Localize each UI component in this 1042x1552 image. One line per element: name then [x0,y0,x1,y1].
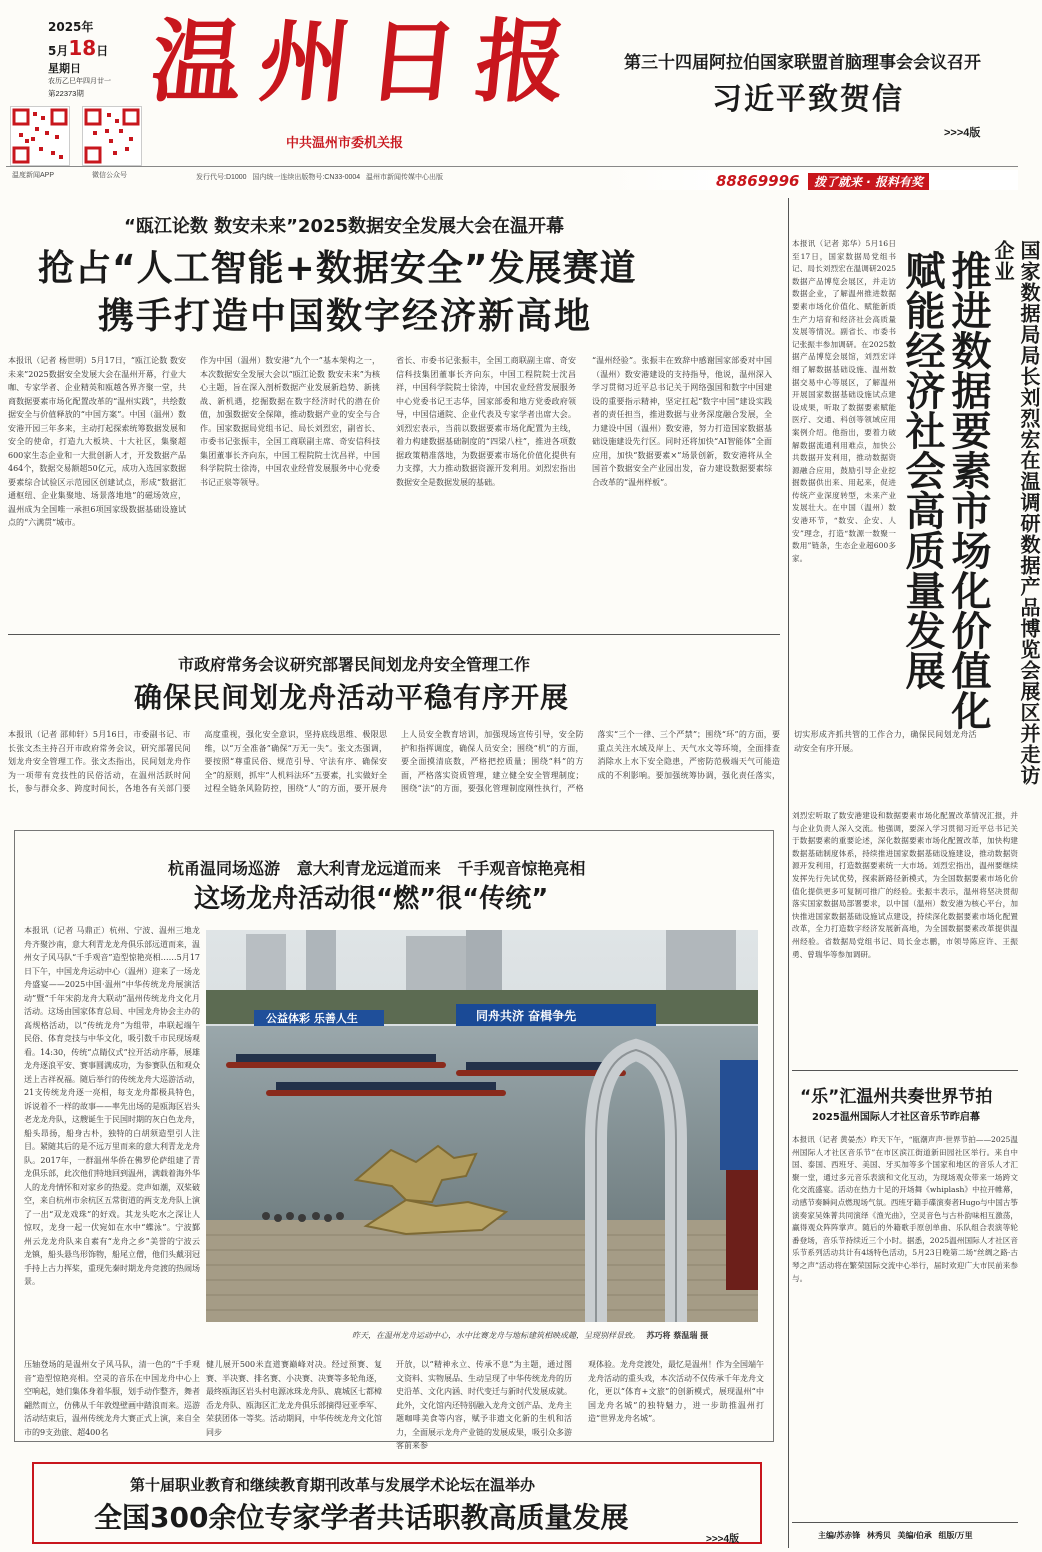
rule-sidebar-music [792,1070,1018,1071]
dragon-bottom-col-2: 健儿展开500米直道赛巅峰对决。经过预赛、复赛、半决赛、排名赛、小决赛、决赛等多轮角逐，最终瓯海区岩头村电源冰珠龙舟队、鹿城区七都樟岙龙舟队、瓯海区汇龙龙舟俱乐部摘得冠亚季军、荣获团体一等奖。活动期间，中华传统龙舟文化馆同步 [206,1360,382,1437]
photo-credit: 苏巧将 蔡温瑞 摄 [646,1330,709,1340]
photo-illustration [206,930,758,1322]
dragon-headline[interactable]: 这场龙舟活动很“燃”很“传统” [194,884,549,914]
sponsor-line: 中共温州市委机关报 [286,136,404,151]
vocational-headline[interactable]: 全国300余位专家学者共话职教高质量发展 [94,1501,629,1534]
top-story-page[interactable]: >>>4版 [944,127,981,139]
qr-code-app [10,106,70,166]
sidebar-headline-2[interactable]: 赋能经济社会高质量发展 [899,250,945,690]
music-headline[interactable]: “乐”汇温州共奏世界节拍 [800,1087,993,1107]
dragon-left-text: 本报讯（记者 马鼎正）杭州、宁波、温州三地龙舟齐聚沙南，意大利青龙龙舟俱乐部远道而来，温州女子风马队“千手观音”造型惊艳亮相……5月17日下午，中国龙舟运动中心（温州）迎来了一场龙舟盛宴——2025中国·温州“中华传统龙舟展演活动”暨“千年宋韵龙舟大联动”温州传统龙舟文化月活动。这场由国家体育总局、中国龙舟协会主办的高规格活动，以“传统龙舟”为组带，串联起端午民俗、体育竞技与中华文化，吸引数千市民现场观看。14:30，传统“点睛仪式”拉开活动序幕，展雄龙舟逐浪平安、赛事圆满成功，为参赛队伍和观众送上吉祥祝福。随后举行的传统龙舟大巡游活动，21支传统龙舟逐一亮相，每支龙舟都极具特色，诉说着不一样的故事——率先出场的是瓯海区岩头老龙龙舟队，这艘诞生于民国时期的灰白色龙舟，船头昂扬，船身古朴，独特的白胡须造型引人注目。紧随其后的是不远万里而来的意大利青龙龙舟队。2017年，一群温州华侨在佛罗伦萨组建了青龙俱乐部，此次他们特地回到温州，满载着海外华人的龙舟情怀和对家乡的热爱。竞声如潮，双桨破空，来自杭州市余杭区五常街道的两支龙舟队上演了一出“双龙戏珠”的好戏。其龙头吃水之深让人惊叹，龙身一起一伏宛如在水中“蝶泳”。宁波鄞州云龙龙舟队来自素有“龙舟之乡”美誉的宁波云龙镇，船头悬鸟形饰物，船尾立僧，他们头戴羽冠手持上古力挥桨，重现先秦时期龙舟竞渡的热闹场景。 [24,926,200,1286]
longboat-headline[interactable]: 确保民间划龙舟活动平稳有序开展 [134,681,570,714]
hotline-slogan: 拨了就来 · 报料有奖 [808,173,929,190]
date-lunar: 农历乙巳年四月廿一 [48,78,111,85]
issue-number: 第22373期 [48,89,84,98]
masthead [0,0,1024,190]
dragon-kicker: 杭甬温同场巡游 意大利青龙远道而来 千手观音惊艳亮相 [168,859,586,878]
dragon-boat-photo [206,930,758,1322]
photo-banner-1: 公益体彩 乐善人生 [266,1012,358,1025]
lead-column-4: “温州经验”。张振丰在致辞中感谢国家部委对中国（温州）数安港建设的支持指导，他说，温州深入学习贯彻习近平总书记关于网络强国和数字中国建设的重要指示精神，坚定扛起“数字中国”建设实践者的责任担当，推进数据与业务深度融合发展，全力建设中国（温州）数安港，努力打造国家数据基础设施建设先行区。同时还将加快“AI智能体”全面应用，加快“数据要素×”场景创新，数安港将从全国首个数据安全产业园出发，奋力建设数据要素综合改革的“温州样板”。 [592,356,772,487]
top-story-line1[interactable]: 第三十四届阿拉伯国家联盟首脑理事会会议召开 [624,53,981,73]
date-day: 18 [68,36,97,60]
vocational-kicker: 第十届职业教育和继续教育期刊改革与发展学术论坛在温举办 [130,1476,536,1494]
dragon-bottom-col-4: 观体验。龙舟竞渡处，最忆是温州！作为全国端午龙舟活动的重头戏，本次活动不仅传承千年龙舟文化，更以“体育+文旅”的创新模式，展现温州“中国龙舟名城”的独特魅力，进一步助推温州打造“世界龙舟名城”。 [588,1360,764,1423]
photo-caption-text: 昨天，在温州龙舟运动中心，水中比赛龙舟与地标建筑相映成趣，呈现别样景致。 [352,1331,640,1340]
sidebar-lower-text: 刘烈宏听取了数安港建设和数据要素市场化配置改革情况汇报，并与企业负责人深入交流。他强调，要深入学习贯彻习近平总书记关于数据要素的重要论述，深化数据要素市场化配置改革，加快构建数据基础制度体系，持续推进国家数据基础设施建设，推动数据资源开发利用，打造数据要素统一大市场。刘烈宏指出，温州要继续发挥先行先试优势，探索新路径新模式，为全国数据要素市场化价值化提供更多可复制可推广的经验。张振丰表示，温州将坚决贯彻落实国家数据局部署要求，以中国（温州）数安港为核心平台，加快推进国家数据基础设施试点建设，持续深化数据要素市场化配置改革，全力打造数字经济发展新高地，为全国数据要素改革提供温州经验。省数据局党组书记、局长金志鹏，市领导陈应许、王振勇、曾瑞华等参加调研。 [792,811,1018,959]
music-subhead: 2025温州国际人才社区音乐节昨启幕 [812,1112,980,1123]
masthead-rule [6,166,1018,167]
date-weekday: 星期日 [48,62,81,75]
qr-code-wechat [82,106,142,166]
date-year: 2025年 [48,20,94,34]
lead-column-2: 作为中国（温州）数安港“九个一”基本架构之一，本次数据安全发展大会以“瓯江论数 数安未来”为核心主题，旨在深入剖析数据产业发展新趋势、新挑战、新机遇，挖掘数据在数字经济时代的潜在价值，加强数据安全保障，推动数据产业的安全与合作。国家数据局党组书记、局长刘烈宏，副省长、市委书记张振丰，全国工商联副主席、奇安信科技集团董事长齐向东，中国工程院院士沈昌祥，中国科学院院士徐涛，中国农业经营发展服务中心党委书记正泉等领导。 [200,356,380,487]
date-month: 5月 [48,44,69,58]
rule-sidebar-left [788,198,789,1548]
top-story-line2[interactable]: 习近平致贺信 [712,82,904,117]
photo-caption [352,1330,762,1341]
dragon-bottom-col-3: 开放，以“精神永立、传承不息”为主题，通过图文资料、实物展品、生动呈现了中华传统龙舟的历史沿革、文化内涵、时代变迁与新时代发展成就。此外，文化馆内还特别融入龙舟文创产品、龙舟主题咖啡美食等内容，赋予非遗文化新的生机和活力，全面展示龙舟产业链的发展成果，吸引众多游客前来参 [396,1360,572,1450]
lead-column-3: 省长、市委书记张振丰，全国工商联副主席、奇安信科技集团董事长齐向东，中国工程院院士沈昌祥，中国科学院院士徐涛，中国农业经营发展服务中心党委书记王志华，国家部委和地方党委政府领导，中国信通院、企业代表及专家学者出席大会。刘烈宏表示，当前以数据要素市场化配置为主线，着力构建数据基础制度的“四梁八柱”，推进各项数据政策精准落地，为数据要素市场化价值化提供有力支撑，大力推动数据资源开发利用。刘烈宏指出数据安全是数据发展的基础。 [396,356,576,487]
date-day-suffix: 日 [96,44,109,58]
hotline-number[interactable]: 88869996 [716,172,800,190]
lead-kicker: “瓯江论数 数安未来”2025数据安全发展大会在温开幕 [124,216,565,237]
sidebar-upper-text: 本报讯（记者 郑华）5月16日至17日，国家数据局党组书记、局长刘烈宏在温调研2025数据产品博览会展区，并走访数据企业，了解温州推进数据要素市场化价值化、赋能新质生产力培育和经济社会高质量发展等情况。副省长、市委书记张振丰参加调研。在2025数据产品博览会展馆，刘烈宏详细了解数据基础设施、温州数据交易中心等展区，了解温州开展国家数据基础设施试点建设成果，听取了数据要素赋能医疗、交通、科创等领域应用案例介绍。他指出，要着力破解数据流通利用难点，加快公共数据开发利用，推动数据资源融合应用，鼓励引导企业挖掘数据供出来、用起来，促进传统产业深度转型，未来产业发展壮大。在中国（温州）数安港环节，“数安、企安、人安”理念，打造“数源一数聚一数用”链条，生态企业超600多家。 [792,239,896,563]
rule-lead-bottom [8,634,780,635]
sidebar-side-kicker: 国家数据局局长刘烈宏在温调研数据产品博览会展区并走访企业 [991,240,1041,786]
lead-headline-2[interactable]: 携手打造中国数字经济新高地 [98,296,593,337]
rule-footer [792,1522,1018,1523]
music-text: 本报讯（记者 黄晏杰）昨天下午，“瓯潮声声·世界节拍——2025温州国际人才社区音乐节”在市区滨江街道新田园社区举行。来自中国、泰国、西班牙、美国、牙买加等多个国家和地区的音乐人才汇聚一堂，通过多元音乐表演和文化互动，为现场观众带来一场跨文化交流盛宴。活动在热力十足的开场舞《whiplash》中拉开帷幕，动感节奏瞬间点燃现场气氛。西班牙籍手碟演奏者Hugo与中国古筝演奏家吴姝菁共同演绎《渔光曲》，空灵音色与古朴韵味相互激荡，赢得观众阵阵掌声。随后的外籍歌手原创单曲、乐队组合表演等轮番登场，音乐节持续近三个小时。据悉，2025温州国际人才社区音乐节系列活动共计有4场特色活动，5月23日晚第二场“丝绸之路·古琴之声”活动将在繁荣国际交流中心举行，届时欢迎广大市民前来参与。 [792,1135,1018,1283]
newspaper-title: 温州日报 [146,9,590,115]
date-month-day [48,36,108,60]
lead-column-1: 本报讯（记者 杨世明）5月17日，“瓯江论数 数安未来”2025数据安全发展大会在温州开幕，行业大咖、专家学者、企业精英和瓯越各界齐聚一堂，共商数据要素市场化配置改革的“温州实践”，共绘数据安全与价值释放的“中国方案”。中国（温州）数安港开园三年多来，主动打起探索统筹数据发展和安全的使命，打造九大板块、十大社区，集聚超600家生态企业和一大批创新人才，开发数据产品464个，数据交易额超50亿元，成功入选国家数据要素综合试验区示范园区创建试点，形成“数据汇通枢纽、企业集聚地、场景落地地”的磁场效应，温州成为全国唯一承担6项国家级数据基础设施试点的“六满贯”城市。 [8,356,186,527]
longboat-kicker: 市政府常务会议研究部署民间划龙舟安全管理工作 [178,655,531,674]
editors-credit: 主编/苏赤锋 林秀贝 美编/伯承 组版/万里 [818,1531,973,1540]
qr-label-app: 温度新闻APP [12,172,55,179]
publish-info: 发行代号:D1000 国内统一连续出版物号:CN33-0004 温州市新闻传媒中心出版 [196,174,443,181]
dragon-bottom-col-1: 压轴登场的是温州女子风马队，清一色的“千手观音”造型惊艳亮相。空灵的音乐在中国龙舟中心上空响起，她们集体身着华服，划手动作整齐，舞者翩然而立，仿佛从千年敦煌壁画中踏浪而来。巡游活动结束后，温州传统龙舟大赛正式上演，来自全市的9支劲旅、超400名 [24,1360,200,1437]
lead-headline-1[interactable]: 抢占“人工智能+数据安全”发展赛道 [38,248,637,289]
longboat-text: 本报讯（记者 邵帅轩）5月16日，市委副书记、市长张文杰主持召开市政府常务会议，研究部署民间划龙舟安全管理工作。张文杰指出，民间划龙舟作为一项带有竞技性的民俗活动，在温州活跃时间长，参与群众多、跨度时间长，各地各有关部门要高度重视，强化安全意识，坚持底线思维、极限思维，以“万全准备”确保“万无一失”。张文杰强调，要按照“尊重民俗、规范引导、守法有序、确保安全”的原则，抓牢“人机料法环”五要素，扎实做好全过程全链条风险防控，围绕“人”的方面，要开展舟上人员安全教育培训，加强现场宣传引导，安全防护和指挥调度，确保人员安全；围绕“机”的方面，要全面摸清底数，严格把控质量；围绕“料”的方面，严格落实资质管理，建立健全安全管理制度；围绕“法”的方面，要强化管理制度刚性执行，严格落实“三个一律、三个严禁”；围绕“环”的方面，要重点关注水域及岸上、天气水文等环境，全面排查消除水上水下安全隐患，严密防范极端天气可能造成的不利影响。要加强统筹协调，强化责任落实，切实形成齐抓共管的工作合力，确保民间划龙舟活动安全有序开展。 [8,730,977,793]
vocational-page[interactable]: >>>4版 [706,1534,740,1545]
sidebar-headline-1[interactable]: 推进数据要素市场化价值化 [945,250,991,730]
photo-banner-2: 同舟共济 奋楫争先 [476,1009,577,1023]
qr-label-wechat: 微信公众号 [92,172,127,179]
